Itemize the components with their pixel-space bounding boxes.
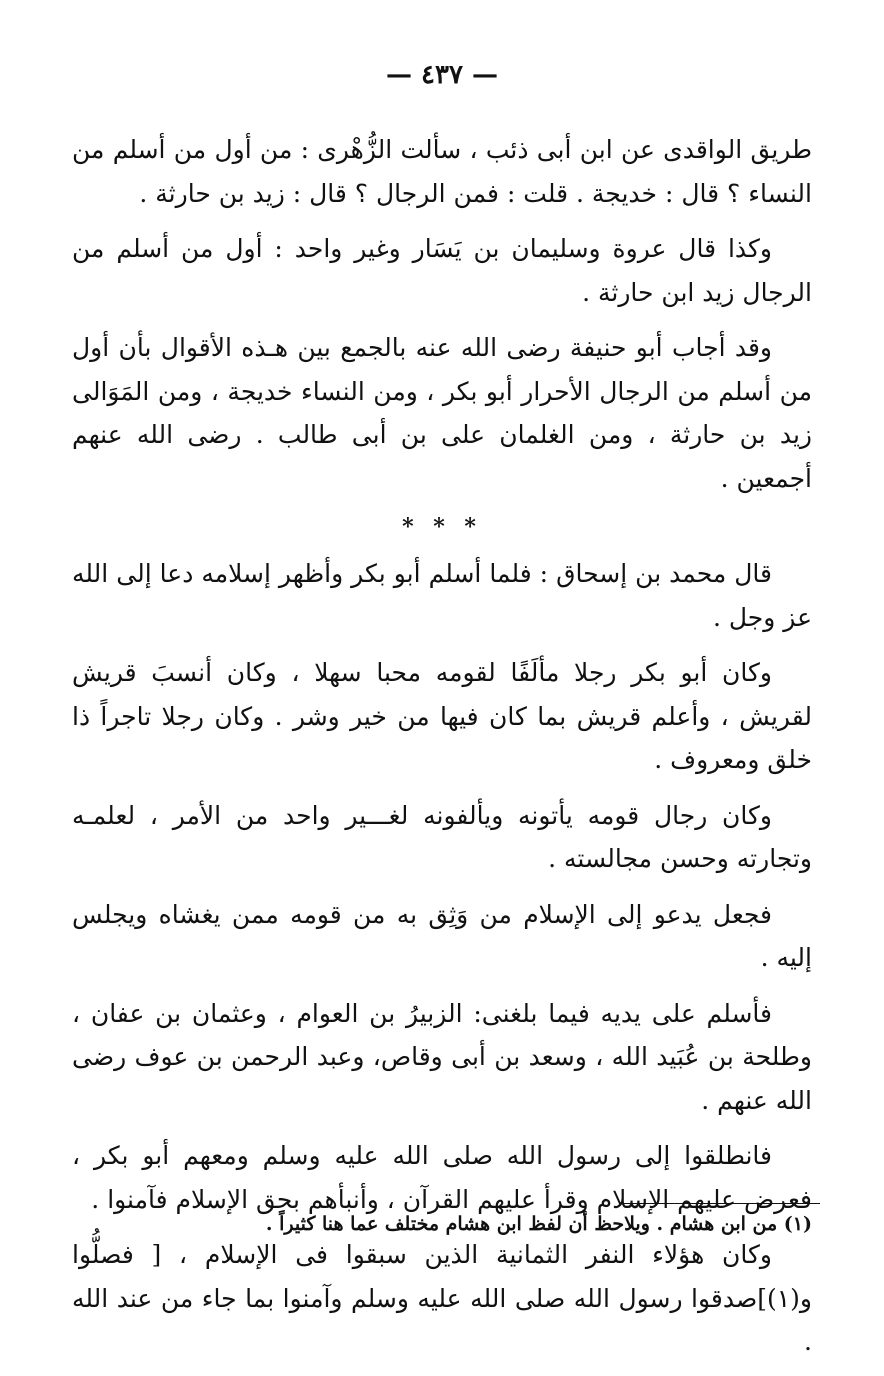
paragraph-8: فأسلم على يديه فيما بلغنى: الزبيرُ بن العوام ، وعثمان بن عفان ، وطلحة بن عُبَيد الله ، وسعد بن أبى وقاص، وعبد الرحمن بن عوف رضى الله عنهم . [72,998,812,1115]
paragraph-7: فجعل يدعو إلى الإسلام من وَثِق به من قومه ممن يغشاه ويجلس إليه . [72,899,812,972]
paragraph-3: وقد أجاب أبو حنيفة رضى الله عنه بالجمع بين هـذه الأقوال بأن أول من أسلم من الرجال الأحرار أبو بكر ، ومن النساء خديجة ، ومن المَوَالى زيد بن حارثة ، ومن الغلمان على بن أبى طالب . رضى الله عنهم أجمعين . [72,333,812,493]
section-separator: * * * [402,514,482,540]
paragraph-5: وكان أبو بكر رجلا مألَفًا لقومه محبا سهلا ، وكان أنسبَ قريش لقريش ، وأعلم قريش بما كان فيها من خير وشر . وكان رجلا تاجراً ذا خلق ومعروف . [72,658,812,774]
paragraph-2: وكذا قال عروة وسليمان بن يَسَار وغير واحد : أول من أسلم من الرجال زيد ابن حارثة . [72,234,812,307]
paragraph-10: وكان هؤلاء النفر الثمانية الذين سبقوا فى الإسلام ، [ فصلُّوا و(١)]صدقوا رسول الله صلى الله عليه وسلم وآمنوا بما جاء من عند الله . [72,1240,812,1356]
footnote-divider [620,1203,820,1204]
paragraph-9: فانطلقوا إلى رسول الله صلى الله عليه وسلم ومعهم أبو بكر ، فعرض عليهم الإسلام وقرأ عليهم القرآن ، وأنبأهم بحق الإسلام فآمنوا . [72,1141,812,1214]
page-number: — ٤٣٧ — [385,60,499,90]
paragraph-1: طريق الواقدى عن ابن أبى ذئب ، سألت الزُّهْرى : من أول من أسلم من النساء ؟ قال : خديجة . قلت : فمن الرجال ؟ قال : زيد بن حارثة . [72,135,812,208]
paragraph-4: قال محمد بن إسحاق : فلما أسلم أبو بكر وأظهر إسلامه دعا إلى الله عز وجل . [72,559,812,632]
paragraph-6: وكان رجال قومه يأتونه ويألفونه لغـــير واحد من الأمر ، لعلمـه وتجارته وحسن مجالسته . [72,800,812,873]
footnote: (١) من ابن هشام . ويلاحظ أن لفظ ابن هشام مختلف عما هنا كثيراً . [265,1213,812,1235]
main-text [72,128,812,1376]
